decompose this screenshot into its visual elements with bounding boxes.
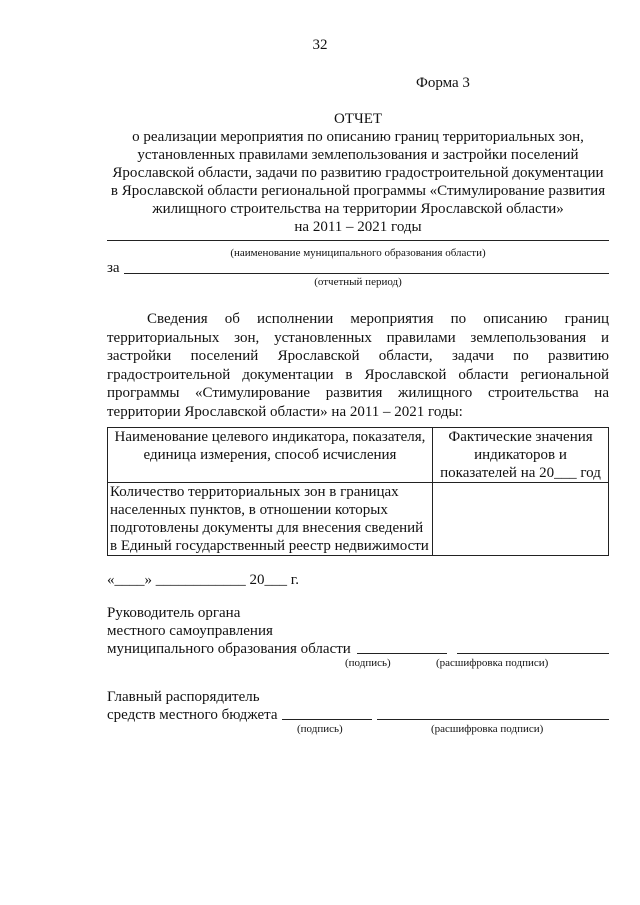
header-text: показателей на 20___ год	[440, 465, 601, 481]
header-text: индикаторов и	[474, 447, 567, 463]
header-text: Фактические значения	[448, 429, 593, 445]
report-title	[107, 110, 609, 236]
head-title-line: муниципального образования области	[107, 641, 351, 657]
header-text: Наименование целевого индикатора, показателя,	[114, 429, 426, 445]
header-text: единица измерения, способ исчисления	[143, 447, 397, 463]
intro-line: Сведения об исполнении мероприятия по описанию границ	[147, 311, 609, 327]
date-line[interactable]: «____» ____________ 20___ г.	[107, 572, 299, 588]
intro-line: программы «Стимулирование развития жилищного строительства на	[107, 385, 609, 401]
table-row	[108, 483, 609, 556]
title-line: в Ярославской области региональной программы «Стимулирование развития	[110, 183, 606, 199]
indicator-text: Количество территориальных зон в границах	[110, 484, 399, 500]
intro-paragraph	[107, 310, 609, 421]
head-decode-caption: (расшифровка подписи)	[436, 657, 549, 669]
indicator-text: в Единый государственный реестр недвижимости	[110, 538, 429, 554]
indicator-text: подготовлены документы для внесения сведений	[110, 520, 424, 536]
municipality-caption: (наименование муниципального образования области)	[230, 247, 486, 259]
title-line: Ярославской области, задачи по развитию градостроительной документации	[112, 165, 604, 181]
manager-signature-line[interactable]	[282, 719, 372, 720]
title-line: о реализации мероприятия по описанию границ территориальных зон,	[132, 129, 584, 145]
value-cell[interactable]	[433, 483, 609, 556]
manager-signature-block	[107, 688, 278, 724]
intro-line: территории Ярославской области» на 2011 – 2021 годы:	[107, 403, 463, 420]
report-heading: ОТЧЕТ	[333, 111, 383, 127]
period-field-line[interactable]	[124, 273, 609, 274]
head-title-line: местного самоуправления	[107, 623, 273, 639]
intro-line: территориальных зон, установленных правилами землепользования и	[107, 329, 609, 346]
header-values-cell	[433, 428, 609, 483]
period-caption: (отчетный период)	[314, 276, 402, 288]
page-number: 32	[312, 37, 328, 53]
manager-title-line: Главный распорядитель	[107, 689, 260, 705]
title-line: жилищного строительства на территории Ярославской области»	[152, 201, 564, 217]
period-prefix: за	[107, 260, 120, 276]
indicators-table	[107, 427, 609, 556]
manager-decode-caption: (расшифровка подписи)	[431, 723, 544, 735]
intro-line: застройки поселений Ярославской области, задачи по развитию	[107, 348, 609, 364]
head-signature-line[interactable]	[357, 653, 447, 654]
title-line: установленных правилами землепользования и застройки поселений	[137, 147, 579, 163]
manager-decode-line[interactable]	[377, 719, 609, 720]
municipality-field-line[interactable]	[107, 240, 609, 241]
title-line: на 2011 – 2021 годы	[294, 219, 422, 235]
head-sign-caption: (подпись)	[345, 657, 391, 669]
table-header-row	[108, 428, 609, 483]
manager-sign-caption: (подпись)	[297, 723, 343, 735]
manager-title-line: средств местного бюджета	[107, 707, 278, 723]
header-indicator-cell	[108, 428, 433, 483]
head-decode-line[interactable]	[457, 653, 609, 654]
intro-line: градостроительной документации в Ярославской области региональной	[107, 366, 609, 383]
indicator-text: населенных пунктов, в отношении которых	[110, 502, 388, 518]
head-title-line: Руководитель органа	[107, 605, 241, 621]
indicator-cell	[108, 483, 433, 556]
form-label: Форма 3	[416, 75, 470, 91]
head-signature-block	[107, 604, 351, 658]
